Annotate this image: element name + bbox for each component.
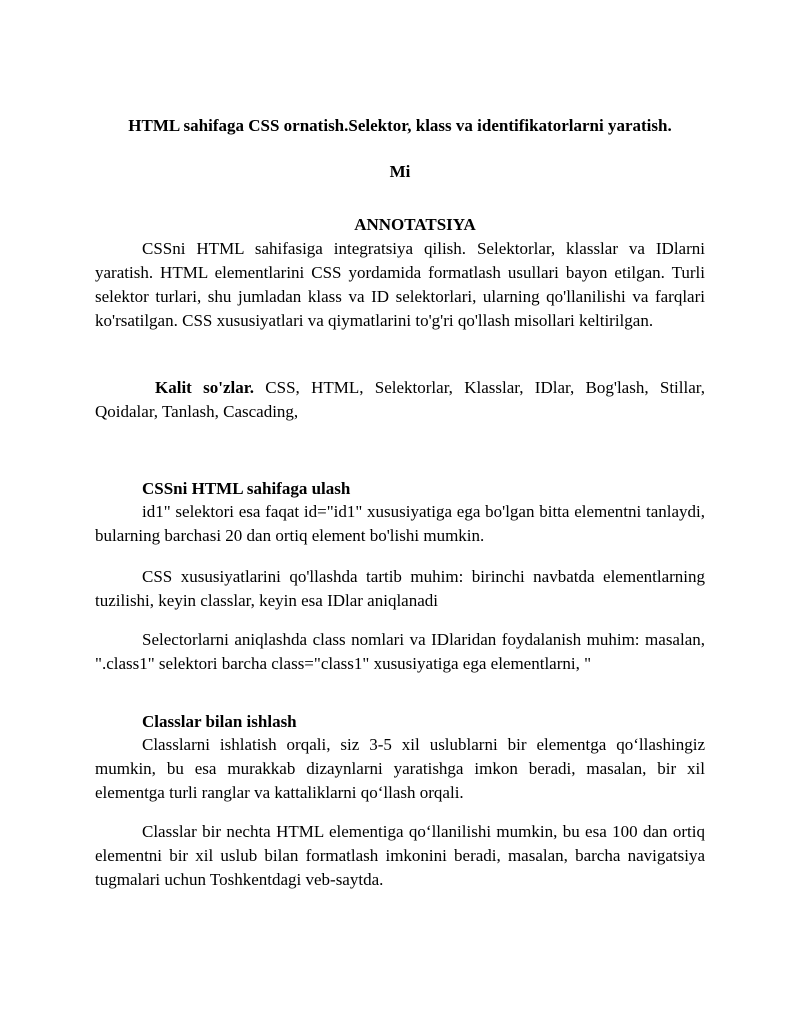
keywords-paragraph <box>95 376 705 424</box>
keywords-label: Kalit so'zlar. <box>155 378 254 397</box>
section2-paragraph-1: Classlarni ishlatish orqali, siz 3-5 xil uslublarni bir elementga qo‘llashingiz mumkin, bu esa murakkab dizaynlarni yaratishga imkon beradi, masalan, bir xil elementga turli ranglar va kattaliklarni qo‘llash orqali. <box>95 735 705 802</box>
author-name: Mi <box>389 162 411 181</box>
annotation-heading: ANNOTATSIYA <box>354 215 476 234</box>
document-title: HTML sahifaga CSS ornatish.Selektor, klass va identifikatorlarni yaratish. <box>128 116 672 135</box>
section-heading-classes: Classlar bilan ishlash <box>142 712 297 731</box>
annotation-paragraph: CSSni HTML sahifasiga integratsiya qilish. Selektorlar, klasslar va IDlarni yaratish. HTML elementlarini CSS yordamida formatlash usullari bayon etilgan. Turli selektor turlari, shu jumladan klass va ID selektorlari, ularning qo'llanilishi va farqlari ko'rsatilgan. CSS xususiyatlari va qiymatlarini to'g'ri qo'llash misollari keltirilgan. <box>95 239 705 330</box>
section-heading-css-linking: CSSni HTML sahifaga ulash <box>142 479 351 498</box>
keywords-list: CSS, HTML, Selektorlar, Klasslar, IDlar, Bog'lash, Stillar, Qoidalar, Tanlash, Cascading, <box>95 378 705 421</box>
section1-paragraph-1: id1" selektori esa faqat id="id1" xususiyatiga ega bo'lgan bitta elementni tanlaydi, bularning barchasi 20 dan ortiq element bo'lishi mumkin. <box>95 502 705 545</box>
section1-paragraph-3: Selectorlarni aniqlashda class nomlari va IDlaridan foydalanish muhim: masalan, ".class1" selektori barcha class="class1" xususiyatiga ega elementlarni, " <box>95 630 705 673</box>
section2-paragraph-2: Classlar bir nechta HTML elementiga qo‘llanilishi mumkin, bu esa 100 dan ortiq elementni bir xil uslub bilan formatlash imkonini beradi, masalan, barcha navigatsiya tugmalari uchun Toshkentdagi veb-saytda. <box>95 822 705 889</box>
section1-paragraph-2: CSS xususiyatlarini qo'llashda tartib muhim: birinchi navbatda elementlarning tuzilishi, keyin classlar, keyin esa IDlar aniqlanadi <box>95 567 705 610</box>
